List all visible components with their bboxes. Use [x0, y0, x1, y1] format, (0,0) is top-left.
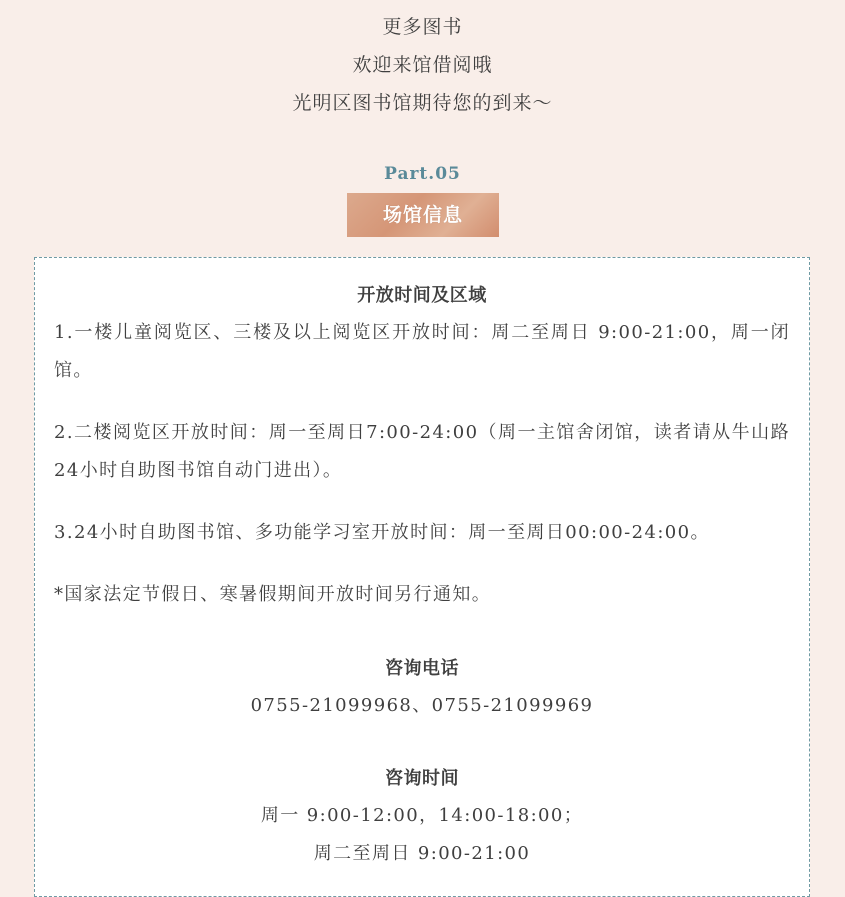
intro-line-welcome: 欢迎来馆借阅哦 [352, 54, 493, 76]
intro-line-more-books: 更多图书 [382, 16, 463, 38]
consult-time-monday: 周一 9:00-12:00，14:00-18:00； [260, 805, 584, 826]
spacer [54, 614, 790, 651]
spacer [54, 725, 790, 761]
venue-info-card [34, 257, 810, 897]
intro-text [0, 8, 845, 122]
consult-time-tue-sun: 周二至周日 9:00-21:00 [313, 843, 531, 864]
section-title-banner: 场馆信息 [347, 193, 499, 237]
phone-heading: 咨询电话 [385, 658, 459, 679]
opening-hours-item: 1.一楼儿童阅览区、三楼及以上阅览区开放时间：周二至周日 9:00-21:00，周一闭馆。 [54, 322, 790, 381]
phone-numbers: 0755-21099968、0755-21099969 [250, 695, 594, 716]
opening-hours-item: 3.24小时自助图书馆、多功能学习室开放时间：周一至周日00:00-24:00。 [54, 522, 710, 543]
consult-time-heading: 咨询时间 [385, 768, 459, 789]
opening-hours-item: 2.二楼阅览区开放时间：周一至周日7:00-24:00（周一主馆舍闭馆，读者请从牛山路24小时自助图书馆自动门进出）。 [54, 422, 790, 481]
holiday-notice: *国家法定节假日、寒暑假期间开放时间另行通知。 [54, 584, 492, 605]
section-part-label: Part.05 [384, 164, 461, 184]
intro-line-library-awaits: 光明区图书馆期待您的到来～ [292, 92, 553, 114]
opening-hours-heading: 开放时间及区域 [357, 285, 487, 306]
